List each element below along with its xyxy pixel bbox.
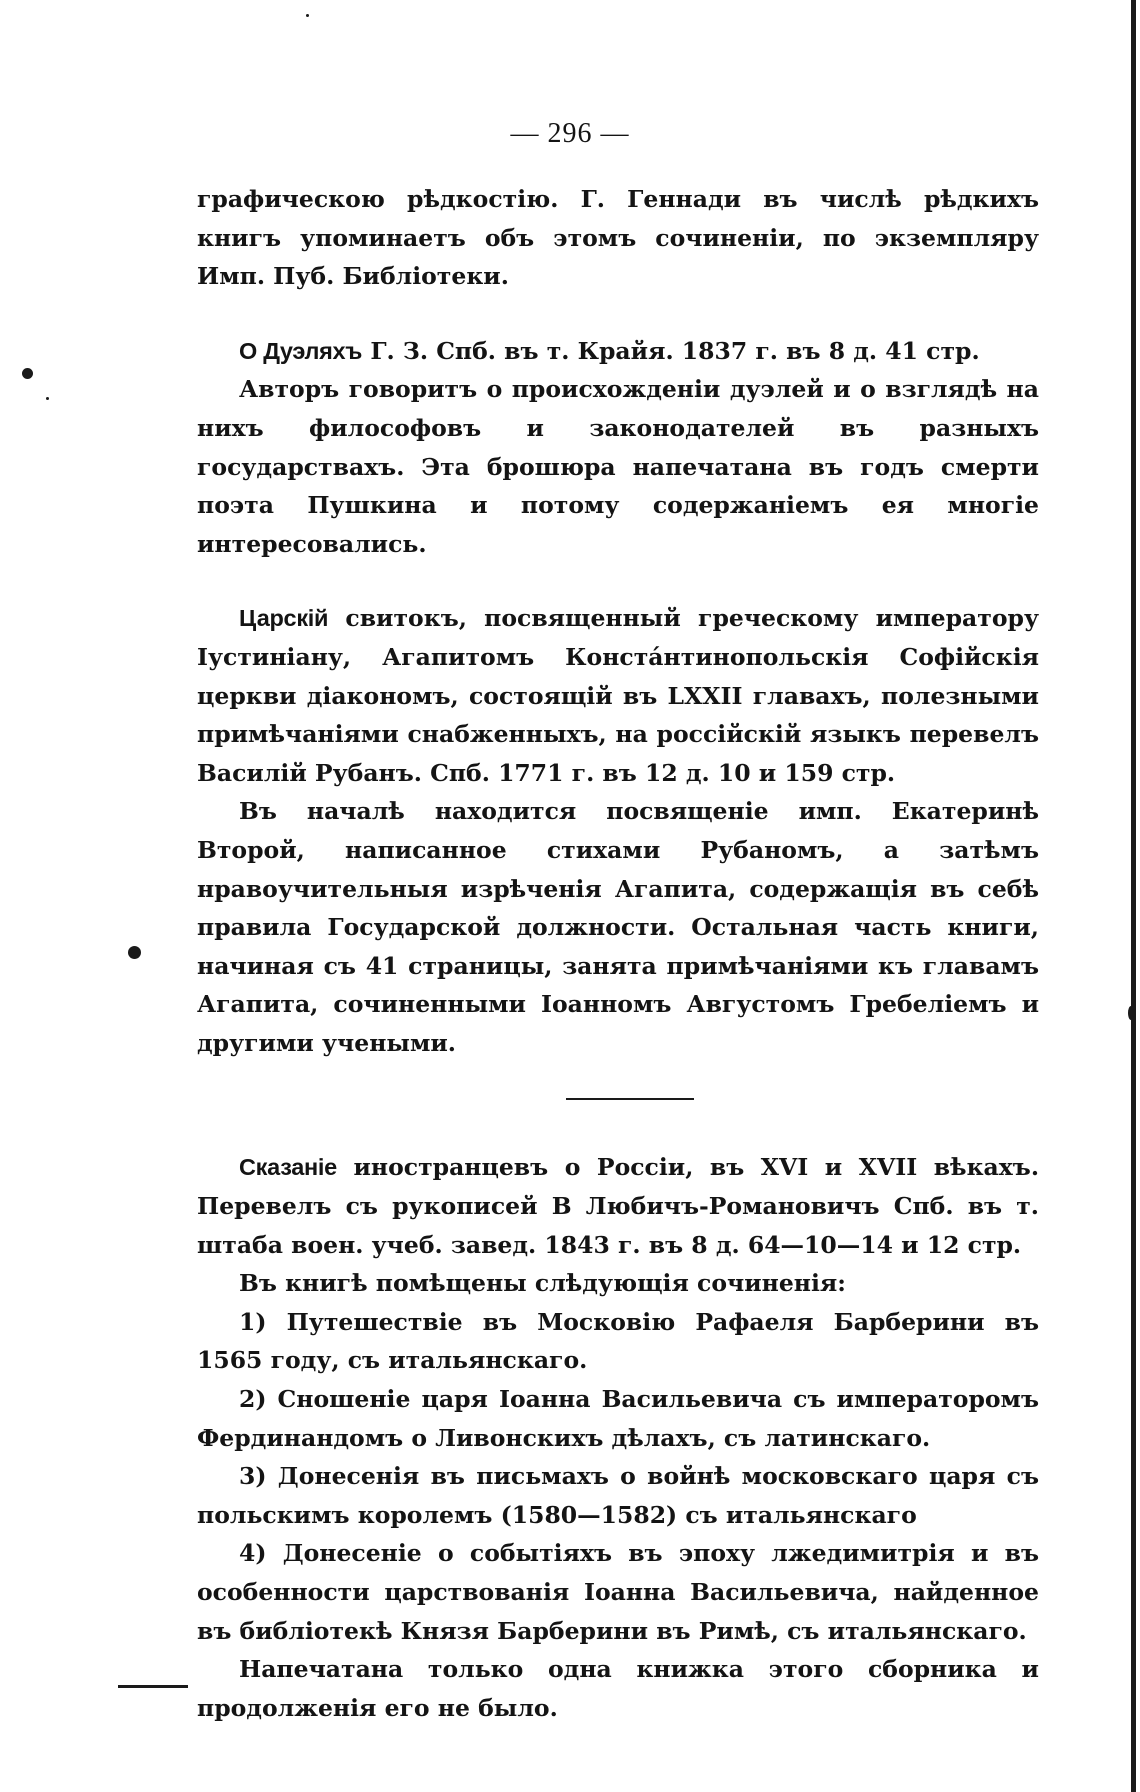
paragraph-svitok-description	[197, 792, 1039, 1062]
entry-text: свитокъ, посвященный греческому императору Іустиніану, Агапитомъ Констáнтинопольскія Софійскія церкви діакономъ, состоящій въ LXXII главахъ, полезными примѣчаніями снабженныхъ, на россійскій языкъ перевелъ Василій Рубанъ. Спб. 1771 г. въ 12 д. 10 и 159 стр.	[197, 604, 1039, 787]
entry-text: иностранцевъ о Россіи, въ XVI и XVII вѣкахъ. Перевелъ съ рукописей В Любичъ-Романовичъ Спб. въ т. штаба воен. учеб. завед. 1843 г. въ 8 д. 64—10—14 и 12 стр.	[197, 1153, 1039, 1259]
list-item-2	[197, 1380, 1039, 1457]
page-text	[197, 180, 1039, 1727]
list-item-1	[197, 1303, 1039, 1380]
paragraph-text: Въ началѣ находится посвященіе имп. Екатеринѣ Второй, написанное стихами Рубаномъ, а затѣмъ нравоучительныя изрѣченія Агапита, содержащія въ себѣ правила Государской должности. Остальная часть книги, начиная съ 41 страницы, занята примѣчаніями къ главамъ Агапита, сочиненными Іоанномъ Августомъ Гребеліемъ и другими учеными.	[197, 797, 1039, 1057]
list-item-text: 1) Путешествіе въ Московію Рафаеля Барберини въ 1565 году, съ итальянскаго.	[197, 1307, 1039, 1375]
list-item-text: 4) Донесеніе о событіяхъ въ эпоху лжедимитрія и въ особенности царствованія Іоанна Васильевича, найденное въ библіотекѣ Князя Барберини въ Римѣ, съ итальянскаго.	[197, 1539, 1039, 1645]
list-item-4	[197, 1534, 1039, 1650]
paragraph-text: Авторъ говоритъ о происхожденіи дуэлей и о взглядѣ на нихъ философовъ и законодателей въ разныхъ государствахъ. Эта брошюра напечатана въ годъ смерти поэта Пушкина и потому содержаніемъ ея многіе интересовались.	[197, 375, 1039, 558]
paragraph-dueli-description	[197, 370, 1039, 563]
entry-skazanie	[197, 1148, 1039, 1264]
paragraph-continuation	[197, 180, 1039, 296]
entry-tsarskiy-svitok	[197, 599, 1039, 792]
entry-text: Г. З. Спб. въ т. Крайя. 1837 г. въ 8 д. 41 стр.	[362, 336, 980, 365]
entry-title: О Дуэляхъ	[239, 337, 363, 364]
page-edge-shadow	[1131, 0, 1136, 1792]
paragraph-contents-intro	[197, 1264, 1039, 1303]
margin-mark	[118, 1685, 188, 1688]
list-item-text: 3) Донесенія въ письмахъ о войнѣ московскаго царя съ польскимъ королемъ (1580—1582) съ итальянскаго	[197, 1462, 1039, 1529]
paragraph-text: Въ книгѣ помѣщены слѣдующія сочиненія:	[239, 1269, 846, 1298]
paragraph-closing-note	[197, 1650, 1039, 1727]
list-item-text: 2) Сношеніе царя Іоанна Васильевича съ императоромъ Фердинандомъ о Ливонскихъ дѣлахъ, съ латинскаго.	[197, 1385, 1039, 1452]
ink-speck	[306, 14, 309, 17]
ink-speck	[1128, 1006, 1134, 1020]
entry-title: Сказаніе	[239, 1154, 337, 1181]
entry-title: Царскій	[239, 605, 329, 632]
ink-speck	[46, 397, 49, 400]
paragraph-text: графическою рѣдкостію. Г. Геннади въ числѣ рѣдкихъ книгъ упоминаетъ объ этомъ сочиненіи, по экземпляру Имп. Пуб. Библіотеки.	[197, 185, 1039, 291]
ink-speck	[22, 368, 33, 379]
list-item-3	[197, 1457, 1039, 1534]
section-divider	[566, 1098, 694, 1100]
entry-dueli	[197, 332, 1039, 371]
paragraph-text: Напечатана только одна книжка этого сборника и продолженія его не было.	[197, 1655, 1039, 1722]
page-number: — 296 —	[510, 118, 630, 149]
ink-speck	[128, 946, 141, 959]
